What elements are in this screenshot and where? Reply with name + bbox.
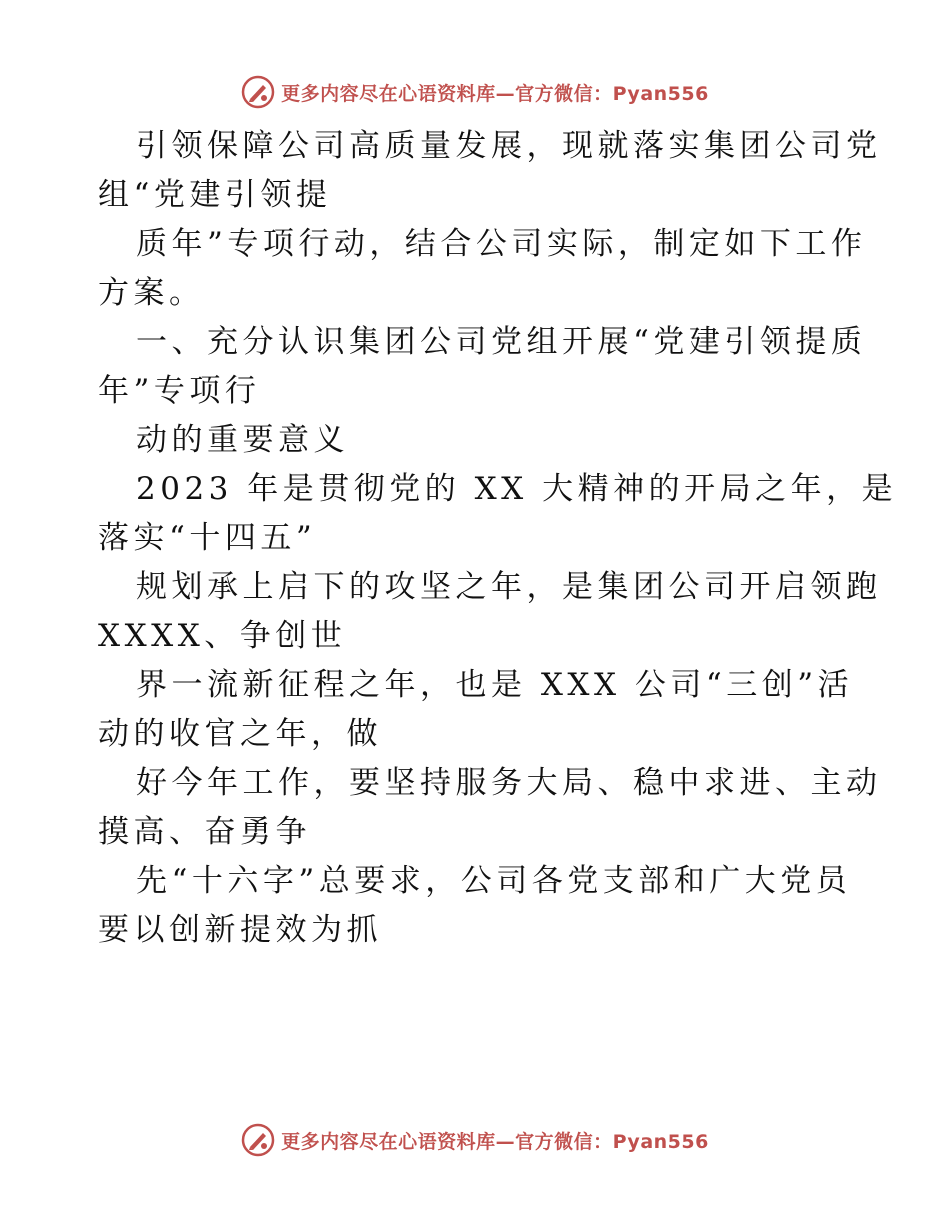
line: 要以创新提效为抓 <box>98 912 382 948</box>
paragraph <box>98 661 858 759</box>
document-body <box>98 122 898 955</box>
line: 组“党建引领提 <box>98 177 332 213</box>
line: 摸高、奋勇争 <box>98 814 311 850</box>
line: 先“十六字”总要求，公司各党支部和广大党员 <box>136 863 852 899</box>
line: XXXX、争创世 <box>98 618 347 654</box>
line: 方案。 <box>98 275 205 311</box>
line: 界一流新征程之年，也是 XXX 公司“三创”活 <box>136 667 854 703</box>
line: 动的收官之年，做 <box>98 716 382 752</box>
paragraph <box>98 122 882 220</box>
header-banner-text: 更多内容尽在心语资料库—官方微信：Pyan556 <box>281 82 709 105</box>
footer-banner-text: 更多内容尽在心语资料库—官方微信：Pyan556 <box>281 1130 709 1153</box>
section-heading <box>98 318 867 416</box>
paragraph <box>98 759 882 857</box>
line: 规划承上启下的攻坚之年，是集团公司开启领跑 <box>136 569 882 605</box>
line: 动的重要意义 <box>136 422 349 458</box>
line: 一、充分认识集团公司党组开展“党建引领提质 <box>136 324 867 360</box>
paragraph <box>98 220 867 318</box>
line: 好今年工作，要坚持服务大局、稳中求进、主动 <box>136 765 882 801</box>
paragraph <box>98 563 882 661</box>
header-banner <box>0 70 950 114</box>
section-heading-cont <box>98 416 858 465</box>
logo-icon <box>241 75 275 109</box>
logo-icon <box>241 1123 275 1157</box>
paragraph <box>98 465 898 563</box>
paragraph <box>98 857 858 955</box>
line: 落实“十四五” <box>98 520 317 556</box>
line: 引领保障公司高质量发展，现就落实集团公司党 <box>136 128 882 164</box>
line: 质年”专项行动，结合公司实际，制定如下工作 <box>136 226 867 262</box>
footer-banner <box>0 1118 950 1162</box>
line: 2023 年是贯彻党的 XX 大精神的开局之年，是 <box>136 471 898 507</box>
line: 年”专项行 <box>98 373 261 409</box>
